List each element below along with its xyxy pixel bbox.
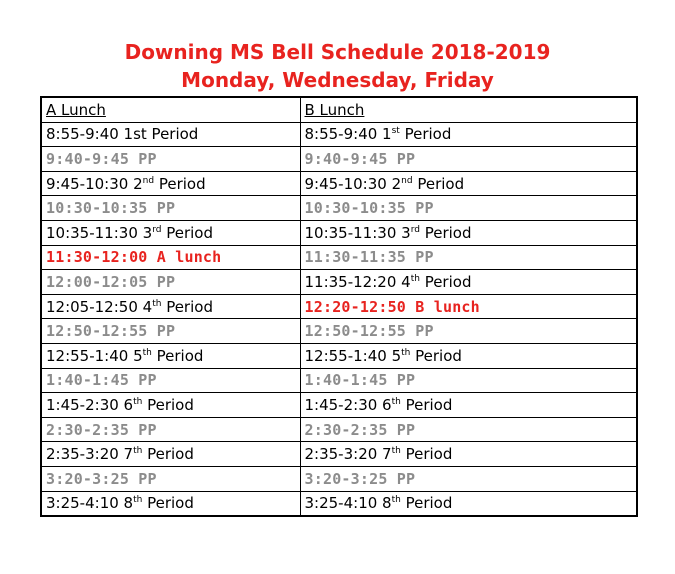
time-text: 2:35-3:20 7 xyxy=(304,445,392,464)
time-text: 1:40-1:45 PP xyxy=(304,371,416,390)
b-lunch-passing-cell xyxy=(300,466,637,491)
a-lunch-lunch-cell xyxy=(41,245,300,270)
time-text: 1:45-2:30 6 xyxy=(46,395,134,414)
schedule-row xyxy=(41,245,637,270)
a-lunch-period-cell xyxy=(41,491,300,516)
time-text: 12:55-1:40 5 xyxy=(304,346,402,365)
time-text: 12:55-1:40 5 xyxy=(46,346,143,365)
schedule-row xyxy=(41,196,637,221)
ordinal-suffix: st xyxy=(391,126,400,137)
a-lunch-period-cell xyxy=(41,294,300,319)
a-lunch-period-cell xyxy=(41,393,300,418)
schedule-row xyxy=(41,147,637,172)
period-label: Period xyxy=(142,395,194,414)
time-text: 9:45-10:30 2 xyxy=(46,174,143,193)
a-lunch-passing-cell xyxy=(41,196,300,221)
period-label: Period xyxy=(419,223,472,242)
b-lunch-period-cell xyxy=(300,270,637,295)
schedule-row xyxy=(41,122,637,147)
ordinal-suffix: th xyxy=(401,347,411,358)
period-label: Period xyxy=(399,125,452,144)
time-text: 9:40-9:45 PP xyxy=(304,149,416,168)
period-label: Period xyxy=(142,494,194,513)
b-lunch-period-cell xyxy=(300,343,637,368)
schedule-row xyxy=(41,368,637,393)
schedule-body xyxy=(41,97,637,516)
schedule-row xyxy=(41,220,637,245)
schedule-row xyxy=(41,393,637,418)
time-text: 10:35-11:30 3 xyxy=(304,223,411,242)
ordinal-suffix: th xyxy=(391,446,401,457)
schedule-subtitle: Monday, Wednesday, Friday xyxy=(181,68,494,92)
schedule-row xyxy=(41,171,637,196)
time-text: 10:30-10:35 PP xyxy=(46,199,176,218)
a-lunch-period-cell xyxy=(41,122,300,147)
time-text: 9:45-10:30 2 xyxy=(304,174,402,193)
a-lunch-passing-cell xyxy=(41,417,300,442)
b-lunch-period-cell xyxy=(300,171,637,196)
ordinal-suffix: th xyxy=(133,446,143,457)
time-text: 12:00-12:05 PP xyxy=(46,272,176,291)
a-lunch-passing-cell xyxy=(41,368,300,393)
time-text: 11:30-11:35 PP xyxy=(304,248,434,267)
time-text: 1:45-2:30 6 xyxy=(304,395,392,414)
time-text: 8:55-9:40 1 xyxy=(304,125,392,144)
b-lunch-period-cell xyxy=(300,442,637,467)
period-label: Period xyxy=(410,346,462,365)
b-lunch-header: B Lunch xyxy=(300,97,637,122)
ordinal-suffix: nd xyxy=(142,175,155,186)
ordinal-suffix: th xyxy=(391,495,401,506)
a-lunch-period-cell xyxy=(41,171,300,196)
b-lunch-passing-cell xyxy=(300,368,637,393)
schedule-row xyxy=(41,319,637,344)
b-lunch-passing-cell xyxy=(300,417,637,442)
b-lunch-period-cell xyxy=(300,220,637,245)
ordinal-suffix: th xyxy=(133,396,143,407)
b-lunch-period-cell xyxy=(300,393,637,418)
ordinal-suffix: nd xyxy=(401,175,413,186)
b-lunch-period-cell xyxy=(300,491,637,516)
time-text: 8:55-9:40 1st Period xyxy=(46,125,199,144)
schedule-row xyxy=(41,270,637,295)
schedule-row xyxy=(41,491,637,516)
ordinal-suffix: th xyxy=(142,347,152,358)
header-row xyxy=(41,97,637,122)
time-text: 9:40-9:45 PP xyxy=(46,149,157,168)
period-label: Period xyxy=(161,297,213,316)
time-text: 12:20-12:50 B lunch xyxy=(304,297,480,316)
period-label: Period xyxy=(419,272,472,291)
period-label: Period xyxy=(412,174,465,193)
time-text: 2:30-2:35 PP xyxy=(304,420,416,439)
a-lunch-passing-cell xyxy=(41,319,300,344)
schedule-row xyxy=(41,466,637,491)
ordinal-suffix: rd xyxy=(152,224,162,235)
time-text: 12:05-12:50 4 xyxy=(46,297,153,316)
time-text: 12:50-12:55 PP xyxy=(304,322,434,341)
a-lunch-passing-cell xyxy=(41,147,300,172)
time-text: 2:35-3:20 7 xyxy=(46,445,134,464)
schedule-row xyxy=(41,343,637,368)
a-lunch-header: A Lunch xyxy=(41,97,300,122)
ordinal-suffix: th xyxy=(152,298,162,309)
time-text: 3:20-3:25 PP xyxy=(46,469,157,488)
time-text: 10:30-10:35 PP xyxy=(304,199,434,218)
period-label: Period xyxy=(151,346,204,365)
bell-schedule-table xyxy=(40,96,638,517)
ordinal-suffix: th xyxy=(133,495,143,506)
schedule-row xyxy=(41,417,637,442)
time-text: 12:50-12:55 PP xyxy=(46,322,176,341)
a-lunch-period-cell xyxy=(41,220,300,245)
a-lunch-passing-cell xyxy=(41,270,300,295)
time-text: 10:35-11:30 3 xyxy=(46,223,153,242)
time-text: 11:30-12:00 A lunch xyxy=(46,248,222,267)
b-lunch-period-cell xyxy=(300,122,637,147)
a-lunch-period-cell xyxy=(41,442,300,467)
time-text: 2:30-2:35 PP xyxy=(46,420,157,439)
schedule-row xyxy=(41,442,637,467)
schedule-title: Downing MS Bell Schedule 2018-2019 xyxy=(124,40,551,64)
b-lunch-passing-cell xyxy=(300,147,637,172)
ordinal-suffix: rd xyxy=(410,224,420,235)
b-lunch-passing-cell xyxy=(300,196,637,221)
ordinal-suffix: th xyxy=(410,273,420,284)
time-text: 3:25-4:10 8 xyxy=(304,494,392,513)
ordinal-suffix: th xyxy=(391,396,401,407)
a-lunch-period-cell xyxy=(41,343,300,368)
time-text: 1:40-1:45 PP xyxy=(46,371,157,390)
period-label: Period xyxy=(400,395,453,414)
period-label: Period xyxy=(400,494,453,513)
period-label: Period xyxy=(161,223,213,242)
schedule-row xyxy=(41,294,637,319)
a-lunch-passing-cell xyxy=(41,466,300,491)
b-lunch-passing-cell xyxy=(300,245,637,270)
b-lunch-passing-cell xyxy=(300,319,637,344)
time-text: 11:35-12:20 4 xyxy=(304,272,411,291)
time-text: 3:25-4:10 8 xyxy=(46,494,134,513)
time-text: 3:20-3:25 PP xyxy=(304,469,416,488)
b-lunch-lunch-cell xyxy=(300,294,637,319)
period-label: Period xyxy=(142,445,194,464)
period-label: Period xyxy=(400,445,453,464)
period-label: Period xyxy=(154,174,206,193)
